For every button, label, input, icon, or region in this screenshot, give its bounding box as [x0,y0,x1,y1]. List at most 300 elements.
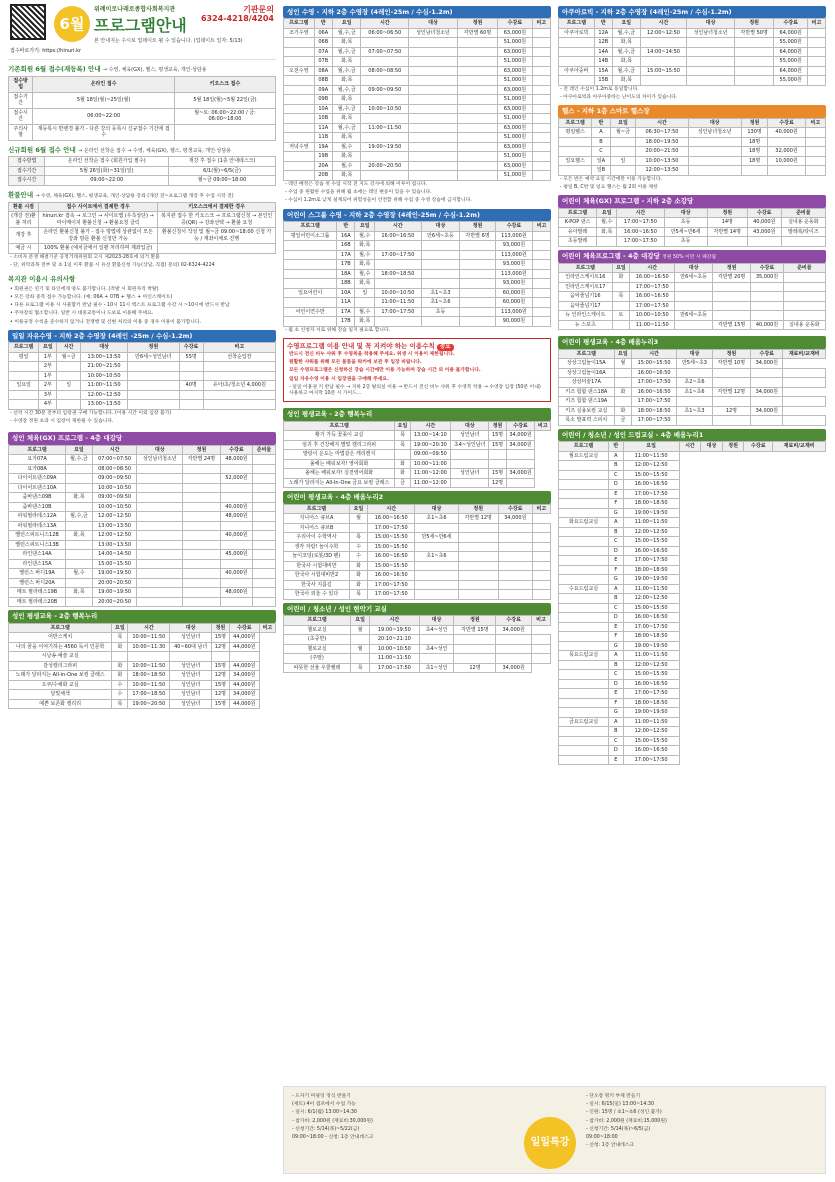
table-cell [409,133,458,143]
caution-title: 복지관 이용시 유의사항 [8,275,76,284]
table-cell: 수 [112,680,128,690]
table-cell [458,571,498,581]
table-cell [768,166,805,176]
table-row [559,660,826,670]
table-row [559,227,826,237]
phone-number: 6324-4218/4204 [200,13,274,23]
table-cell [220,578,252,588]
table-cell: 성인남녀 [170,671,212,681]
table-row [559,397,826,407]
table-row [559,556,826,566]
table-header-cell: 대상 [170,623,212,633]
table-cell [531,654,550,664]
table-cell [137,474,183,484]
table-row [284,76,551,86]
list-item: - 단오장 멍키 부채 만들기 [586,1094,641,1099]
table-cell: 매트 필라테스19B [9,588,66,598]
table-header-row [284,504,551,514]
table-cell: 성인남녀 [450,469,489,479]
table-cell: 화 [614,387,631,397]
table-cell [137,569,183,579]
list-item: • 회원권은 연기 및 타인에게 양도 불가합니다. (적발 시 회원자격 박탈) [10,286,159,292]
list-item: (세트) 4이 점포에서 수업 가능 [292,1102,356,1108]
table-header-cell: 수강료 [768,118,805,128]
edu-adult2b-section [283,408,551,488]
table-cell [532,571,550,581]
table-row [9,244,276,254]
table-cell: A [609,451,624,461]
table-cell: 11:00~11:50 [630,320,675,330]
table-cell [137,550,183,560]
table-header-cell: 대상 [675,263,713,273]
newreg-table [8,156,276,186]
table-cell: 예쁜 보존화 캘리리 [9,699,112,709]
table-cell [450,478,489,488]
edu-adult2b-title: 성인 평생교육 - 2층 행복누리 [283,408,551,420]
table-cell: 각반별 15명 [712,320,750,330]
table-cell [807,76,825,86]
table-row [284,161,551,171]
table-cell [137,597,183,607]
table-cell [9,400,39,410]
table-cell [421,279,460,289]
table-cell [807,47,825,57]
table-cell [807,57,825,67]
table-row [559,480,826,490]
table-cell: 온라인 선착순 접수 (회원가입 필수) [45,157,169,167]
table-header-cell: 시간 [128,623,170,633]
table-cell: 21:00~21:50 [80,362,127,372]
table-cell: 93,000원 [495,279,532,289]
table-row [559,537,826,547]
table-cell [457,85,497,95]
table-cell [9,390,39,400]
table-cell: 09A [314,85,333,95]
table-cell [712,292,750,302]
table-row [9,661,276,671]
table-row [284,231,551,241]
table-cell [532,76,550,86]
table-cell [457,152,497,162]
table-cell [532,161,550,171]
table-cell [409,161,458,171]
table-cell [128,362,179,372]
table-header-cell: 수강료 [774,19,808,29]
table-header-cell: 비고 [532,504,550,514]
table-cell: 19A [314,142,333,152]
oneday-left [290,1093,520,1142]
table-row [284,469,551,479]
table-cell: 19:00~20:50 [128,699,170,709]
table-cell: 06A [314,28,333,38]
table-cell: E [609,689,624,699]
table-cell [284,133,315,143]
table-cell [66,521,93,531]
table-cell: 16:00~16:50 [632,368,677,378]
table-cell [183,493,221,503]
table-cell: 초1~성인 [419,663,454,673]
table-cell [734,47,774,57]
table-cell: 키즈 실용보컬 교실 [559,406,615,416]
table-cell [66,464,93,474]
table-header-cell: 정원 [741,118,768,128]
table-cell: 월,수 [333,161,361,171]
drum-section [558,429,826,765]
list-item: - 일시: 6/1(월) 13:00~14:30 [292,1110,357,1116]
table-cell [559,546,609,556]
table-cell [781,237,825,247]
table-cell: 화,목 [66,588,93,598]
table-header-cell: 준비물 [781,208,825,218]
table-cell: 발레복/타이즈 [781,227,825,237]
table-cell: 개강 후 접수 (1층 안내데스크) [169,157,276,167]
table-header-cell: 프로그램 [559,208,597,218]
table-cell [533,298,551,308]
table-cell: 실내용 운동화 [783,320,825,330]
table-row [559,489,826,499]
table-cell: 밸런스 바디20A [9,578,66,588]
table-cell: 월,수 [66,569,93,579]
table-cell [457,95,497,105]
table-header-row [559,263,826,273]
table-cell: 12:00~12:50 [623,527,679,537]
table-cell [179,362,203,372]
table-row [9,455,276,465]
table-cell: 63,000원 [498,161,532,171]
table-cell [170,652,212,662]
table-cell: 일요어린이 [284,288,337,298]
list-item: - 신청: 1층 안내데스크 [586,1143,635,1149]
table-cell: 06:30~17:50 [636,128,688,138]
table-row [559,518,826,528]
table-cell: 환불신청서 작성 및 월~금 09:00~18:00 신청 가능 / 계좌이체로 진행 [158,228,276,244]
table-cell: 음악줄넘기16 [559,292,613,302]
table-cell: 주의사항 [9,124,33,140]
table-cell [532,95,550,105]
edu-kids4-table [558,349,826,426]
table-header-cell: 프로그램 [284,19,315,29]
table-header-cell: 요일 [39,343,57,353]
list-item: - 레인 배정은 강습 첫 수업 시작 전 지도 강사에 의해 이루어 집니다. [285,181,428,187]
table-cell [183,512,221,522]
table-cell [409,142,458,152]
table-row [284,644,551,654]
table-cell: 화,목 [333,76,361,86]
daily-table [8,342,276,410]
table-cell: 5월 18일(월)~25일(월) [33,92,175,108]
table-cell [415,561,458,571]
table-cell: 11:00~11:50 [361,123,409,133]
table-cell [559,603,609,613]
table-row [559,237,826,247]
table-cell: 월,수,금 [333,66,361,76]
table-cell: 평일헬스 [559,128,592,138]
table-cell [751,368,783,378]
table-header-row [9,623,276,633]
gx-kids4-table [558,263,826,331]
table-cell: 20A [314,161,333,171]
table-row [559,708,826,718]
table-cell: C [609,670,624,680]
table-header-cell: 시간 [617,208,664,218]
table-cell: 14:00~14:50 [640,47,687,57]
table-cell [253,521,276,531]
table-cell [361,38,409,48]
table-row [284,590,551,600]
table-cell [457,123,497,133]
table-header-cell: 정원 [212,623,230,633]
table-row [559,603,826,613]
table-cell: 밸런스피트니스13B [9,540,66,550]
table-cell [409,171,458,181]
table-cell: 44,000원 [229,680,259,690]
table-cell [253,597,276,607]
table-row [284,47,551,57]
table-cell [212,652,230,662]
table-cell [284,85,315,95]
table-cell: 월,수,금 [612,66,640,76]
table-row [559,156,826,166]
table-cell [677,368,713,378]
table-header-cell: 수강료 [751,349,783,359]
table-cell [460,241,496,251]
table-cell: 63,000원 [498,123,532,133]
table-cell: 64,000원 [774,28,808,38]
newreg-title: 신규회원 6월 접수 안내 → 온라인 선착순 접수 → 수영, 체육(GX), 헬스, 평생교육, 개인·상담용 [8,145,232,154]
list-item: 09:00~18:00 [586,1135,618,1141]
table-row [284,625,551,635]
table-cell: 55,000원 [774,76,808,86]
table-cell: 15:00~15:50 [623,736,679,746]
caution-list [8,286,276,327]
table-cell [496,654,532,664]
table-cell: 15:00~15:50 [632,359,677,369]
table-cell [751,282,783,292]
table-cell: 성인남녀 [450,431,489,441]
table-cell: 15:00~15:50 [92,559,137,569]
table-cell [220,597,252,607]
table-cell: 오전수영 [284,66,315,76]
table-row [9,540,276,550]
table-cell: 19B [314,152,333,162]
table-header-cell: 시간 [410,421,450,431]
table-cell: 놀이코딩(로봇/3D 펜) [284,552,350,562]
table-cell: 10:00~10:50 [92,502,137,512]
table-cell [498,561,532,571]
health-title: 헬스 - 지하 1층 스마트 헬스장 [558,105,826,117]
edu-adult2-title: 성인 평생교육 - 2층 행복누리 [8,610,276,622]
table-header-cell: 요일 [112,623,128,633]
table-cell [559,727,609,737]
table-row [9,633,276,643]
table-header-cell: 정원 [489,421,506,431]
edu-sunday-table [283,615,551,673]
table-cell: 목소 발표력 스피치 [559,416,615,426]
table-cell [57,371,80,381]
table-cell: 51,000원 [498,95,532,105]
table-row [284,298,551,308]
table-header-cell: 프로그램 [559,349,615,359]
list-item: - 참가비: 2,000원 (재료비:15,000원) [586,1118,667,1124]
table-cell: 18:00~19:50 [636,137,688,147]
table-cell [57,400,80,410]
table-header-cell: 시간 [630,263,675,273]
table-cell [183,540,221,550]
table-header-row [9,445,276,455]
table-cell [559,556,609,566]
table-cell: 07A [314,47,333,57]
table-cell [415,523,458,533]
table-cell: 성인남녀 [170,633,212,643]
table-cell [807,38,825,48]
table-cell [409,104,458,114]
table-cell: 달빛채색 [9,690,112,700]
table-cell [559,527,609,537]
table-header-cell: 프로그램 [284,421,395,431]
table-cell: 성인남녀 [170,661,212,671]
table-cell: 초4~성인남녀 [450,440,489,450]
table-cell: 19:00~19:50 [623,708,679,718]
table-cell: 17:00~17:50 [368,590,415,600]
table-cell: 12명 [454,663,496,673]
table-cell: 48,000원 [220,588,252,598]
table-header-cell: 정원 [722,442,744,452]
table-cell [533,231,551,241]
page-header [8,0,276,60]
table-header-cell: 시간 [679,442,701,452]
edu-kids4-section [558,336,826,425]
table-cell [559,755,609,765]
table-cell: 선착순입장 [203,352,275,362]
table-cell [751,292,783,302]
refund-table [8,202,276,254]
table-cell: 화,목 [66,531,93,541]
table-cell [179,400,203,410]
table-cell: 17:00~17:50 [375,307,421,317]
table-cell: 목 [349,590,367,600]
table-cell: E [609,556,624,566]
table-cell: 만6세~성인남녀 [128,352,179,362]
table-row [559,755,826,765]
table-cell: 17B [337,260,355,270]
table-cell: 16B [337,241,355,251]
table-cell: 월,수,금 [333,47,361,57]
table-cell [712,301,750,311]
table-cell [419,654,454,664]
table-cell: 18:00~18:50 [632,406,677,416]
table-row [559,613,826,623]
table-cell: 1부 [39,352,57,362]
list-item: 반드시 전신 비누 샤워 후 수영복을 착용해 주세요. 위생 시 이용이 제한됩니다. [289,351,455,357]
table-row [559,282,826,292]
table-cell [460,260,496,270]
table-cell [351,635,370,645]
table-cell: 93,000원 [495,241,532,251]
oneday-badge: 일일특강 [524,1117,576,1169]
table-cell: 목요드럼교실 [559,651,609,661]
table-cell: 44,000원 [229,642,259,652]
table-header-cell: 반 [594,19,612,29]
table-cell [284,171,315,181]
table-cell: 63,000원 [498,66,532,76]
table-cell [688,147,741,157]
table-cell: 화 [349,561,367,571]
table-cell: 20B [314,171,333,181]
table-cell [559,47,595,57]
table-cell: 초4~성인 [419,625,454,635]
table-cell [532,104,550,114]
table-cell: 11A [314,123,333,133]
site-url[interactable]: 접수바로가기: https://hinuri.kr [10,48,82,54]
table-cell: 5월 26일(화)~31일(일) [45,166,169,176]
table-cell: 19:00~19:50 [623,641,679,651]
table-cell: 55,000원 [774,57,808,67]
table-cell [532,66,550,76]
table-cell: 34,000원 [498,514,532,524]
table-cell [183,578,221,588]
list-item: - 인원: 15명 / 초1~초6 (성인 불가) [586,1110,662,1116]
table-cell: 15:00~15:50 [623,670,679,680]
table-cell: 51,000원 [498,152,532,162]
table-cell [253,464,276,474]
table-header-cell: 요일 [597,208,617,218]
table-cell: 51,000원 [498,171,532,181]
table-cell [712,397,750,407]
rules-list [287,351,547,384]
table-header-cell: 비고 [535,421,551,431]
table-row [284,269,551,279]
table-cell [284,76,315,86]
table-cell [458,590,498,600]
table-cell: 11:00~11:50 [623,518,679,528]
qr-code-icon[interactable] [10,4,46,40]
table-cell [498,533,532,543]
table-header-cell: 프로그램 [9,445,66,455]
table-cell: 12:00~12:50 [92,512,137,522]
table-cell [751,311,783,321]
table-cell: 10:00~10:50 [92,483,137,493]
table-cell: 화 [112,661,128,671]
table-cell: 14A [594,47,612,57]
table-cell [284,269,337,279]
table-header-cell: 프로그램 [9,623,112,633]
table-cell: 접수기간 [9,166,45,176]
table-cell [409,152,458,162]
table-cell: 15:00~15:50 [368,533,415,543]
table-cell [751,397,783,407]
table-cell: 12:00~12:50 [80,390,127,400]
table-header-cell: 준비물 [253,445,276,455]
table-cell: 51,000원 [498,76,532,86]
table-cell: 51,000원 [498,133,532,143]
table-cell [614,397,631,407]
table-cell: 18:00~18:50 [623,632,679,642]
table-cell: 34,000원 [496,663,532,673]
table-cell [253,493,276,503]
table-cell [375,317,421,327]
table-cell: A [609,518,624,528]
table-cell: 15:00~15:50 [623,537,679,547]
table-cell: 12명 [212,642,230,652]
table-row [9,362,276,372]
oneday-footer [283,1086,826,1174]
table-cell: 월~토: 06:00~22:00 / 금: 06:00~18:00 [174,108,275,124]
table-cell: 12:00~12:50 [623,727,679,737]
table-cell [559,613,609,623]
table-cell: 목 [112,633,128,643]
table-cell [253,569,276,579]
table-cell: 성인남녀 [170,690,212,700]
